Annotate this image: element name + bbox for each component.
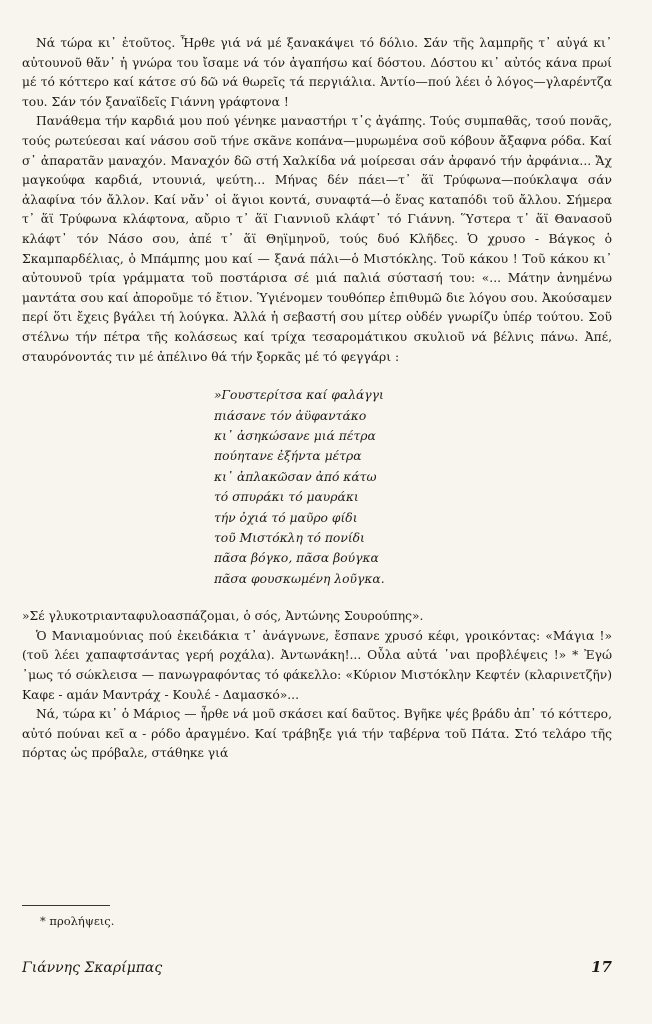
poem-line: τό σπυράκι τό μαυράκι	[214, 490, 359, 505]
poem-line: πιάσανε τόν ἀϋφαντάκο	[214, 408, 367, 423]
signature-line: »Σέ γλυκοτριανταφυλοασπάζομαι, ὁ σός, Ἀντώνης Σουρούπης».	[22, 609, 424, 624]
paragraph: Νά τώρα κι᾿ ἐτοῦτος. Ἦρθε γιά νά μέ ξανακάψει τό δόλιο. Σάν τῆς λαμπρῆς τ᾿ αὐγά κι᾿ αὐτουνοῦ θἄν᾿ ἡ γνώρα του ἴσαμε νά τόν ἀγαπήσω καί δόστου. Δόστου κι᾿ αὐτός κάνα πρωί μέ τό κόττερο καί κάτσε σύ δῶ νά θωρεῖς τά περγιάλια. Ἀντίο—πού λέει ὁ λόγος—γλαρέντζα του. Σάν τόν ξαναϊδεῖς Γιάννη γράφτονα !	[22, 36, 612, 109]
poem-line: τήν ὀχιά τό μαῦρο φίδι	[214, 510, 358, 525]
poem-line: κι᾿ ἀσηκώσανε μιά πέτρα	[214, 428, 376, 443]
prose-section	[22, 34, 612, 367]
paragraph: Νά, τώρα κι᾿ ὁ Μάριος — ἦρθε νά μοῦ σκάσει καί δαῦτος. Βγῆκε ψές βράδυ ἀπ᾿ τό κόττερο, αὐτό πούναι κεῖ α - ρόδο ἀραγμένο. Καί τράβηξε γιά τήν ταβέρνα τοῦ Πάτα. Στό τελάρο τῆς πόρτας ὡς πρόβαλε, στάθηκε γιά	[22, 707, 612, 761]
footnote-divider	[22, 905, 110, 906]
poem-line: πούητανε ἐξήντα μέτρα	[214, 449, 362, 464]
poem	[214, 385, 612, 589]
footnote: * προλήψεις.	[40, 914, 115, 928]
poem-line: πᾶσα βόγκο, πᾶσα βούγκα	[214, 551, 379, 566]
running-footer-author: Γιάννης Σκαρίμπας	[22, 960, 163, 976]
paragraph: Πανάθεμα τήν καρδιά μου πού γένηκε μαναστήρι τ᾿ς ἀγάπης. Τούς συμπαθᾶς, τσού πονᾶς, τούς ρωτεύεσαι καί νάσου σοῦ τήνε σκᾶνε κοπάνα—μυρωμένα σοῦ κόβουν ἄξαφνα ρόδα. Καί σ᾿ ἀπαρατᾶν μαναχόν. Μαναχόν δῶ στή Χαλκίδα νά μοίρεσαι σάν ἀρφανό τήν ἀρφάνια... Ἄχ μαγκούφα καρδιά, ντουνιά, ψεύτη... Μήνας δέν πάει—τ᾿ ἅϊ Τρύφωνα—πούκλαψα σάν ἀλαφίνα τόν ἄλλον. Καί νἄν᾿ οἱ ἅγιοι κοντά, συναφτά—ὁ ἕνας καταπόδι τοῦ ἄλλου. Σήμερα τ᾿ ἅϊ Τρύφωνα κλάφτονα, αὔριο τ᾿ ἅϊ Γιαννιοῦ κλάφτ᾿ τό Γιάννη. Ὕστερα τ᾿ ἅϊ Θανασοῦ κλάφτ᾿ τόν Νάσο σου, ἀπέ τ᾿ ἅϊ Θηϊμηνοῦ, τούς δυό Κλῆδες. Ὁ χρυσο - Βάγκος ὁ Σκαμπαρδέλιας, ὁ Μπάμπης μου καί — ξανά πάλι—ὁ Μιστόκλης. Τοῦ κάκου ! Τοῦ κάκου κι᾿ αὐτουνοῦ τρία γράμματα τοῦ ποστάρισα σέ μιά παλιά σύστασή του: «... Μάτην ἀνημένω μαντάτα σου καί ἀποροῦμε τό ἔτιον. Ὑγιένομεν τουθόπερ ἐπιθυμῶ διε λόγου σου. Ἀκούσαμεν περί ὅτι ἔχεις βγάλει τή λούγκα. Ἀλλά ἡ σεβαστή σου μίτερ οὐδέν γνωρίζυ ὑπέρ τούτου. Σοῦ στέλνω τήν πέτρα τῆς κολάσεως καί τρίχα τεσαρομάτικου σκυλιοῦ νά βέλνις πάνω. Ἀπέ, σταυρόνοντάς τιν μέ ἀπέλινο θά τήν ξορκᾶς μέ τό φεγγάρι :	[22, 114, 612, 364]
poem-line: τοῦ Μιστόκλη τό πονίδι	[214, 530, 365, 545]
poem-line: πᾶσα φουσκωμένη λοῦγκα.	[214, 571, 385, 586]
page-number: 17	[591, 958, 612, 976]
paragraph: Ὁ Μανιαμούνιας πού ἐκειδάκια τ᾿ ἀνάγνωνε, ἔσπανε χρυσό κέφι, γροικόντας: «Μάγια !» (τοῦ λέει χαπαφτσάντας γερή ροχάλα). Ἀντωνάκη!... Οὖλα αὐτά ᾿ναι προβλέψεις !» * Ἐγώ ᾿μως τό σώκλεισα — πανωγραφόντας τό φάκελλο: «Κύριον Μιστόκλην Κεφτέν (κλαρινετζῆν) Καφε - αμάν Μαντράχ - Κουλέ - Δαμασκό»...	[22, 628, 612, 702]
closing-section	[22, 607, 612, 764]
poem-line: »Γουστερίτσα καί φαλάγγι	[214, 388, 384, 403]
poem-line: κι᾿ ἀπλακῶσαν ἀπό κάτω	[214, 469, 377, 484]
